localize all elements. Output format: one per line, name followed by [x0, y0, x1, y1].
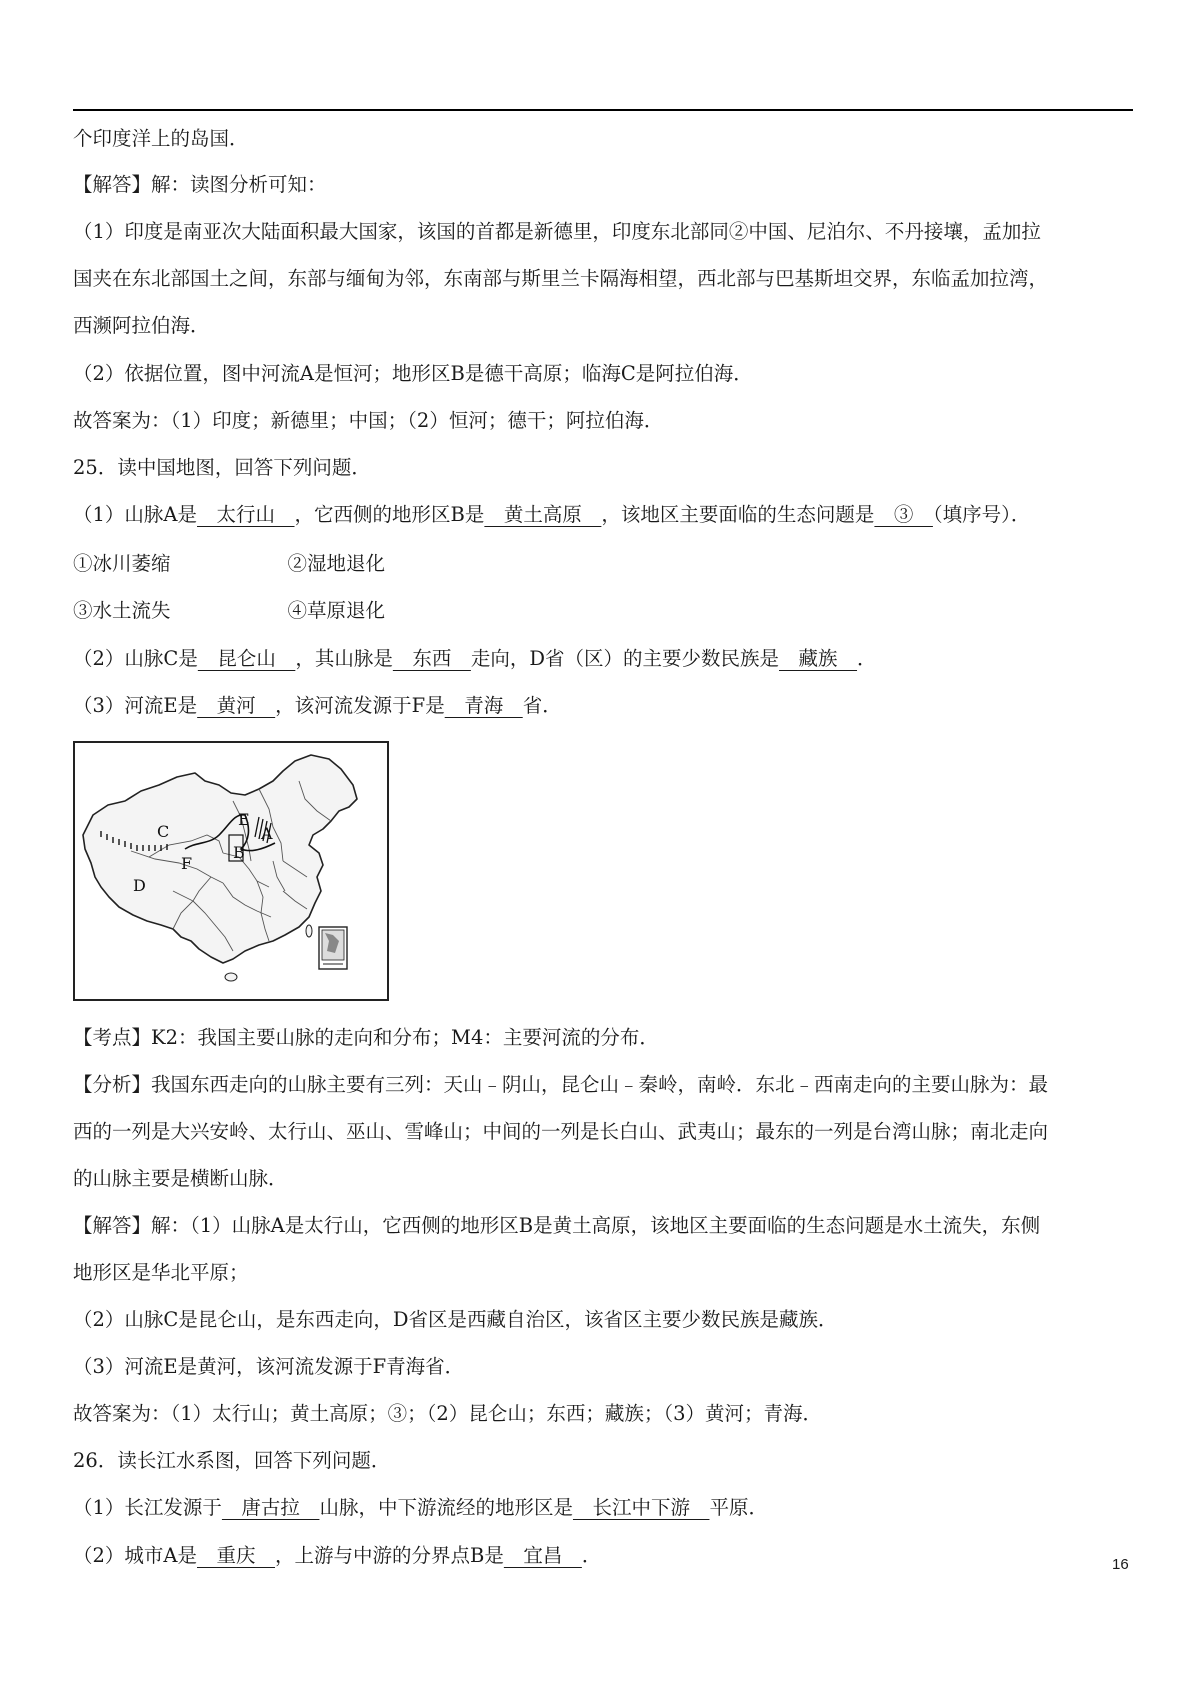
text-line: [73, 550, 385, 578]
text-line: [73, 1259, 249, 1287]
answer-blank: 唐古拉: [221, 1496, 320, 1519]
text-line: [73, 692, 562, 720]
text-line: [73, 454, 371, 482]
answer-blank: ③: [874, 503, 933, 526]
text-segment: 故答案为：（1）印度；新德里；中国；（2）恒河；德干；阿拉伯海．: [73, 409, 664, 432]
text-line: [73, 1494, 768, 1522]
text-segment: 平原．: [709, 1496, 768, 1519]
text-segment: ，该地区主要面临的生态问题是: [601, 503, 875, 526]
text-line: [73, 1118, 1048, 1146]
text-line: [73, 597, 385, 625]
map-label-d: D: [133, 876, 146, 895]
map-label-a: A: [261, 824, 273, 843]
text-line: [73, 1542, 601, 1570]
answer-blank: 青海: [444, 694, 523, 717]
text-segment: ，该河流发源于F是: [275, 694, 445, 717]
text-segment: （3）河流E是黄河，该河流发源于F青海省．: [73, 1355, 465, 1378]
text-line: [73, 1400, 822, 1428]
text-segment: 走向，D省（区）的主要少数民族是: [470, 647, 780, 670]
text-segment: （2）山脉C是昆仑山，是东西走向，D省区是西藏自治区，该省区主要少数民族是藏族．: [73, 1308, 838, 1331]
text-segment: 25．读中国地图，回答下列问题．: [73, 456, 371, 479]
text-segment: （1）山脉A是: [73, 503, 197, 526]
answer-blank: 黄土高原: [484, 503, 602, 526]
map-label-b: B: [233, 843, 245, 862]
text-segment: 西濒阿拉伯海．: [73, 314, 210, 337]
text-segment: （2）城市A是: [73, 1544, 197, 1567]
text-segment: 故答案为：（1）太行山；黄土高原；③；（2）昆仑山；东西；藏族；（3）黄河；青海．: [73, 1402, 822, 1425]
text-line: [73, 360, 753, 388]
text-segment: 山脉，中下游流经的地形区是: [319, 1496, 573, 1519]
map-label-c: C: [157, 822, 170, 841]
answer-blank: 宜昌: [503, 1544, 582, 1567]
text-line: [73, 265, 1048, 293]
text-segment: ①冰川萎缩 ②湿地退化: [73, 552, 386, 575]
text-segment: ，上游与中游的分界点B是: [275, 1544, 504, 1567]
text-line: [73, 407, 663, 435]
answer-blank: 长江中下游: [572, 1496, 710, 1519]
text-line: [73, 218, 1041, 246]
text-segment: ，它西侧的地形区B是: [294, 503, 485, 526]
text-segment: 个印度洋上的岛国．: [73, 127, 249, 150]
answer-blank: 太行山: [197, 503, 295, 526]
text-segment: 【解答】解：（1）山脉A是太行山，它西侧的地形区B是黄土高原，该地区主要面临的生态问题是水土流失，东侧: [73, 1214, 1041, 1237]
text-segment: 【考点】K2：我国主要山脉的走向和分布；M4：主要河流的分布．: [73, 1026, 659, 1049]
text-segment: 省．: [522, 694, 562, 717]
text-segment: 的山脉主要是横断山脉．: [73, 1167, 288, 1190]
text-line: [73, 1212, 1040, 1240]
page-number: 16: [1112, 1556, 1129, 1573]
text-segment: （2）山脉C是: [73, 647, 198, 670]
text-line: [73, 1024, 659, 1052]
text-line: [73, 125, 249, 153]
text-segment: ．: [581, 1544, 602, 1567]
text-line: [73, 1165, 288, 1193]
text-line: [73, 645, 877, 673]
taiwan-island: [306, 925, 312, 937]
text-line: [73, 312, 210, 340]
text-segment: 西的一列是大兴安岭、太行山、巫山、雪峰山；中间的一列是长白山、武夷山；最东的一列是台湾山脉；南北走向: [73, 1120, 1049, 1143]
text-segment: ．: [857, 647, 877, 670]
text-segment: （填序号）．: [932, 503, 1031, 526]
text-segment: 【解答】解：读图分析可知：: [73, 173, 327, 196]
answer-blank: 东西: [392, 647, 471, 670]
south-china-sea-inset: [319, 927, 347, 969]
map-label-f: F: [181, 854, 193, 873]
answer-blank: 昆仑山: [197, 647, 296, 670]
text-segment: ③水土流失 ④草原退化: [73, 599, 386, 622]
header-rule: [73, 109, 1133, 111]
china-map-figure: [73, 741, 389, 1001]
text-segment: 【分析】我国东西走向的山脉主要有三列：天山﹣阴山，昆仑山﹣秦岭，南岭．东北﹣西南走向的主要山脉为：最: [73, 1073, 1049, 1096]
text-segment: （1）长江发源于: [73, 1496, 222, 1519]
text-line: [73, 1306, 837, 1334]
hainan-island: [225, 973, 237, 981]
text-segment: （3）河流E是: [73, 694, 198, 717]
text-line: [73, 1071, 1048, 1099]
text-segment: （2）依据位置，图中河流A是恒河；地形区B是德干高原；临海C是阿拉伯海．: [73, 362, 753, 385]
answer-blank: 重庆: [197, 1544, 276, 1567]
text-segment: 国夹在东北部国土之间，东部与缅甸为邻，东南部与斯里兰卡隔海相望，西北部与巴基斯坦交界，东临孟加拉湾，: [73, 267, 1049, 290]
text-segment: ，其山脉是: [295, 647, 393, 670]
text-segment: 26．读长江水系图，回答下列问题．: [73, 1449, 391, 1472]
text-line: [73, 171, 327, 199]
map-label-e: E: [238, 810, 250, 829]
text-segment: 地形区是华北平原；: [73, 1261, 249, 1284]
text-line: [73, 1447, 390, 1475]
text-segment: （1）印度是南亚次大陆面积最大国家，该国的首都是新德里，印度东北部同②中国、尼泊尔、不丹接壤，孟加拉: [73, 220, 1041, 243]
answer-blank: 黄河: [197, 694, 276, 717]
text-line: [73, 501, 1030, 529]
text-line: [73, 1353, 464, 1381]
answer-blank: 藏族: [779, 647, 858, 670]
